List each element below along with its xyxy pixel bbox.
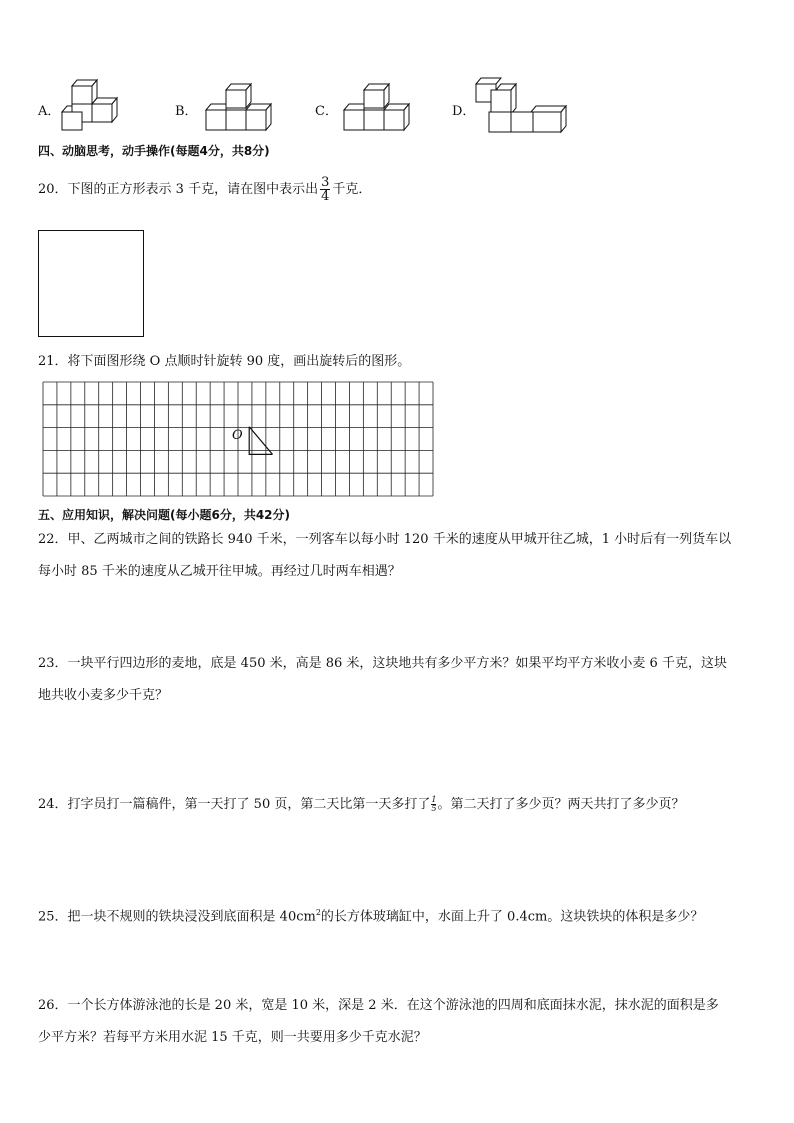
option-a-cube-figure (60, 78, 122, 134)
question-26-line-1: 26．一个长方体游泳池的长是 20 米，宽是 10 米，深是 2 米．在这个游泳池的四周和底面抹水泥，抹水泥的面积是多 (38, 998, 719, 1013)
option-c-label: C． (315, 104, 338, 119)
point-o-label: O (232, 428, 243, 443)
question-20-text-after: 千克． (332, 182, 372, 197)
question-24-text-after: 。第二天打了多少页？两天共打了多少页？ (437, 797, 685, 812)
option-a-label: A． (38, 104, 61, 119)
question-24 (38, 796, 684, 813)
fraction-numerator: 3 (321, 175, 330, 190)
superscript-2: 2 (315, 908, 321, 917)
question-23-line-2: 地共收小麦多少千克？ (38, 688, 169, 703)
fraction-denominator: 5 (431, 804, 437, 813)
question-23-line-1: 23．一块平行四边形的麦地，底是 450 米，高是 86 米，这块地共有多少平方米？如果平均平方米收小麦 6 千克，这块 (38, 656, 727, 671)
option-d-cube-figure (474, 76, 572, 136)
answer-square (38, 230, 144, 337)
question-22-line-1: 22．甲、乙两城市之间的铁路长 940 千米，一列客车以每小时 120 千米的速度从甲城开往乙城，1 小时后有一列货车以 (38, 532, 732, 547)
rotation-grid (42, 381, 434, 497)
option-b-cube-figure (204, 82, 274, 134)
question-25-text-before: 25．把一块不规则的铁块浸没到底面积是 40cm (38, 909, 316, 925)
section-5-heading: 五、应用知识，解决问题(每小题6分，共42分) (38, 508, 291, 522)
question-26-line-2: 少平方米？若每平方米用水泥 15 千克，则一共要用多少千克水泥？ (38, 1030, 427, 1045)
question-25 (38, 905, 703, 925)
section-4-heading: 四、动脑思考，动手操作(每题4分，共8分) (38, 144, 270, 158)
question-22-line-2: 每小时 85 千米的速度从乙城开往甲城。再经过几时两车相遇？ (38, 564, 401, 579)
fraction-three-quarters (320, 176, 330, 203)
question-20 (38, 176, 371, 203)
option-c-cube-figure (342, 82, 412, 134)
option-d-label: D． (452, 104, 476, 119)
question-20-text-before: 20．下图的正方形表示 3 千克，请在图中表示出 (38, 182, 319, 197)
fraction-one-fifth (431, 796, 436, 813)
question-24-text-before: 24．打字员打一篇稿件，第一天打了 50 页，第二天比第一天多打了 (38, 797, 431, 812)
question-21-text: 21．将下面图形绕 O 点顺时针旋转 90 度，画出旋转后的图形。 (38, 354, 411, 369)
fraction-denominator: 4 (321, 189, 330, 204)
option-b-label: B． (175, 104, 198, 119)
question-25-text-after: 的长方体玻璃缸中，水面上升了 0.4cm。这块铁块的体积是多少？ (320, 909, 704, 925)
fraction-numerator: 1 (431, 795, 437, 804)
